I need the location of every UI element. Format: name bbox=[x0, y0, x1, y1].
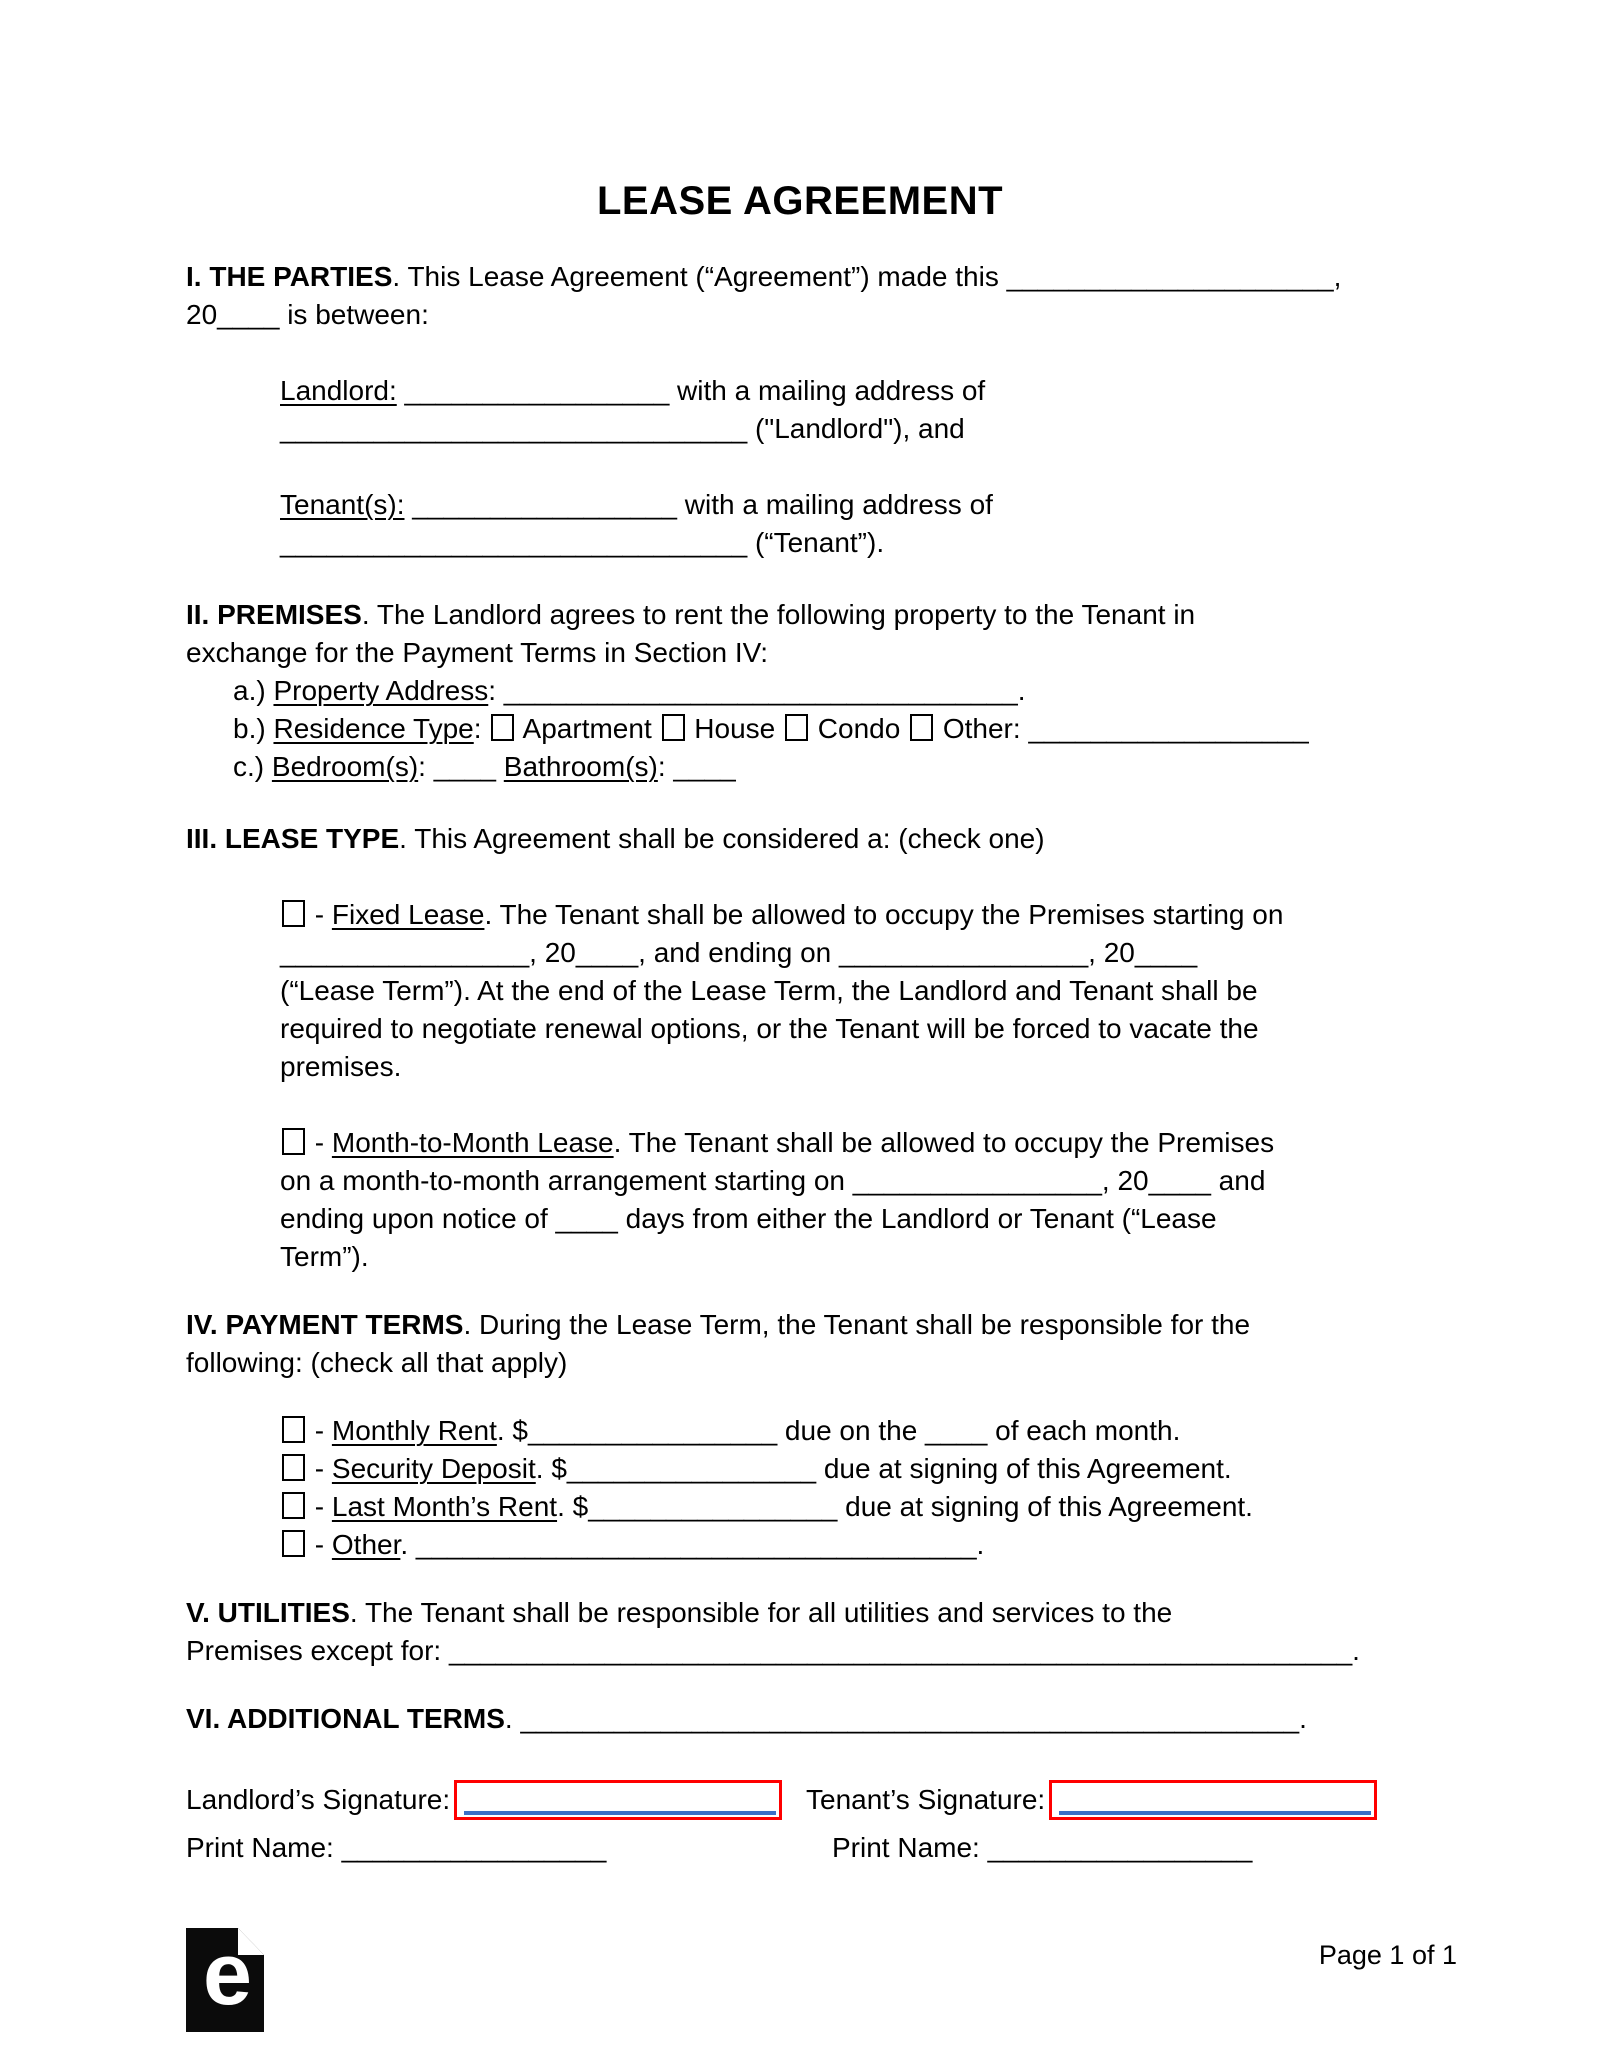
eforms-logo bbox=[186, 1928, 264, 2032]
signature-line-icon bbox=[464, 1811, 776, 1815]
payment-item-security-deposit: - Security Deposit. $________________ due at signing of this Agreement. bbox=[280, 1450, 1414, 1488]
checkbox-icon[interactable] bbox=[282, 900, 305, 927]
checkbox-icon[interactable] bbox=[282, 1530, 305, 1557]
section-iii-lease-type: III. LEASE TYPE. This Agreement shall be considered a: (check one) bbox=[186, 823, 1045, 854]
signature-line-icon bbox=[1059, 1811, 1371, 1815]
payment-item-monthly-rent: - Monthly Rent. $________________ due on the ____ of each month. bbox=[280, 1412, 1414, 1450]
premises-item-c: c.) Bedroom(s): ____ Bathroom(s): ____ bbox=[233, 751, 736, 782]
tenant-signature-field[interactable] bbox=[1049, 1780, 1377, 1820]
tenant-signature-block bbox=[806, 1780, 1414, 1867]
checkbox-icon[interactable] bbox=[282, 1454, 305, 1481]
checkbox-icon[interactable] bbox=[282, 1492, 305, 1519]
landlord-signature-label: Landlord’s Signature: bbox=[186, 1784, 451, 1815]
landlord-signature-field[interactable] bbox=[454, 1780, 782, 1820]
premises-item-a: a.) Property Address: _________________________________. bbox=[233, 675, 1026, 706]
checkbox-icon[interactable] bbox=[282, 1128, 305, 1155]
page-number: Page 1 of 1 bbox=[1318, 1940, 1457, 1970]
checkbox-icon[interactable] bbox=[662, 714, 685, 741]
section-ii-premises: II. PREMISES. The Landlord agrees to rent the following property to the Tenant in exchange for the Payment Terms in Section IV: bbox=[186, 599, 1196, 668]
month-to-month-clause: - Month-to-Month Lease. The Tenant shall be allowed to occupy the Premises on a month-to-month arrangement starting on ________________, 20____ and ending upon notice of ____ days from either the Landlord or Tenant (“Lease Term”). bbox=[280, 1127, 1275, 1272]
section-i-the-parties: I. THE PARTIES. This Lease Agreement (“Agreement”) made this _____________________, 20____ is between: bbox=[186, 261, 1342, 330]
checkbox-icon[interactable] bbox=[491, 714, 514, 741]
landlord-print-name: Print Name: _________________ bbox=[186, 1832, 607, 1863]
premises-item-b: b.) Residence Type: Apartment House Condo Other: __________________ bbox=[233, 713, 1309, 744]
eforms-logo-letter: e bbox=[203, 1928, 252, 2023]
section-vi-additional-terms: VI. ADDITIONAL TERMS. __________________________________________________. bbox=[186, 1703, 1307, 1734]
payment-item-other: - Other. ____________________________________. bbox=[280, 1526, 1414, 1564]
checkbox-icon[interactable] bbox=[282, 1416, 305, 1443]
signature-row bbox=[186, 1780, 1414, 1867]
landlord-clause: Landlord: _________________ with a mailing address of ______________________________ ("Landlord"), and bbox=[280, 375, 986, 444]
section-v-utilities: V. UTILITIES. The Tenant shall be responsible for all utilities and services to the Premises except for: __________________________________________________________. bbox=[186, 1597, 1360, 1666]
tenant-print-name: Print Name: _________________ bbox=[832, 1832, 1253, 1863]
payment-item-last-months-rent: - Last Month’s Rent. $________________ due at signing of this Agreement. bbox=[280, 1488, 1414, 1526]
checkbox-icon[interactable] bbox=[910, 714, 933, 741]
document-title: LEASE AGREEMENT bbox=[596, 179, 1004, 223]
tenant-clause: Tenant(s): _________________ with a mailing address of ______________________________ (“Tenant”). bbox=[280, 489, 993, 558]
fixed-lease-clause: - Fixed Lease. The Tenant shall be allowed to occupy the Premises starting on ________________, 20____, and ending on ________________, 20____ (“Lease Term”). At the end of the Lease Term, the Landlord and Tenant shall be required to negotiate renewal options, or the Tenant will be forced to vacate the premises. bbox=[280, 899, 1284, 1082]
checkbox-icon[interactable] bbox=[785, 714, 808, 741]
section-iv-payment-terms: IV. PAYMENT TERMS. During the Lease Term, the Tenant shall be responsible for the following: (check all that apply) bbox=[186, 1309, 1251, 1378]
tenant-signature-label: Tenant’s Signature: bbox=[806, 1784, 1046, 1815]
landlord-signature-block bbox=[186, 1780, 806, 1867]
